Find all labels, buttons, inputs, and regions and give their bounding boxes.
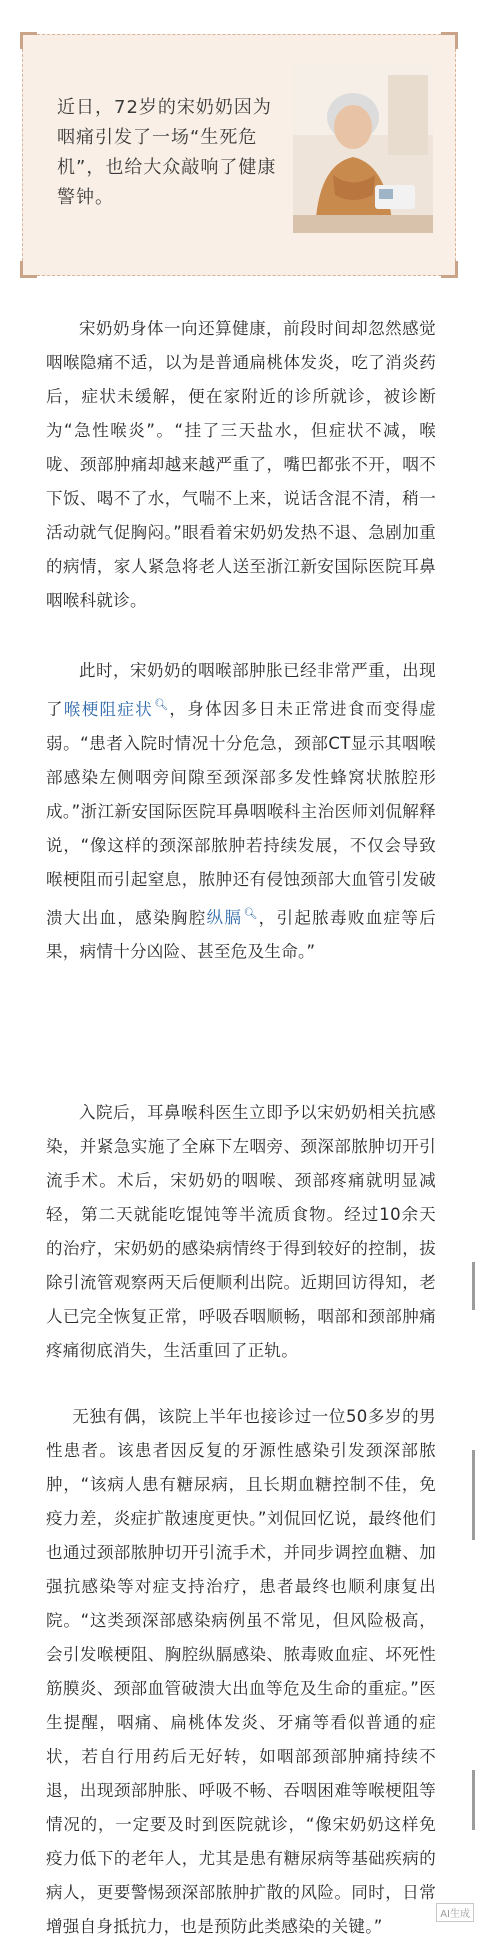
frame-corner [441,261,458,278]
keyword-link-laryngeal-obstruction[interactable] [64,700,170,719]
search-magnifier-icon: 🔍︎ [154,698,170,711]
paragraph-1: 宋奶奶身体一向还算健康，前段时间却忽然感觉咽喉隐痛不适，以为是普通扁桃体发炎，吃了消炎药后，症状未缓解，便在家附近的诊所就诊，被诊断为“急性喉炎”。“挂了三天盐水，但症状不减，喉咙、颈部肿痛却越来越严重了，嘴巴都张不开，咽不下饭、喝不了水，气喘不上来，说话含混不清，稍一活动就气促胸闷。”眼看着宋奶奶发热不退、急剧加重的病情，家人紧急将老人送至浙江新安国际医院耳鼻咽喉科就诊。 [46,319,436,610]
keyword-link-mediastinum[interactable] [207,908,259,927]
intro-box [22,34,456,276]
intro-text: 近日，72岁的宋奶奶因为咽痛引发了一场“生死危机”，也给大众敲响了健康警钟。 [57,97,277,208]
watermark: AI生成 [436,1903,474,1922]
frame-corner [20,32,37,49]
paragraph-2 [46,654,436,969]
elderly-woman-photo [293,65,433,233]
scroll-indicator [472,1770,475,1830]
search-magnifier-icon: 🔍︎ [243,906,259,920]
scroll-indicator [472,1262,475,1310]
frame-corner [441,32,458,49]
paragraph-2-part-b: ，身体因多日未正常进食而变得虚弱。“患者入院时情况十分危急，颈部CT显示其咽喉部感染左侧咽旁间隙至颈深部多发性蜂窝状脓腔形成。”浙江新安国际医院耳鼻咽喉科主治医师刘侃解释说，“像这样的颈深部脓肿若持续发展，不仅会导致喉梗阻而引起窒息，脓肿还有侵蚀颈部大血管引发破溃大出血，感染胸腔 [46,699,437,927]
scroll-indicator [472,1450,475,1540]
paragraph-2-part-c: ，引起脓毒败血症等后果，病情十分凶险、甚至危及生命。” [46,908,437,961]
keyword-link-label: 纵膈 [206,908,243,927]
keyword-link-label: 喉梗阻症状 [63,699,154,719]
paragraph-2-part-a: 此时，宋奶奶的咽喉部肿胀已经非常严重，出现了 [46,661,436,719]
paragraph-3: 入院后，耳鼻喉科医生立即予以宋奶奶相关抗感染，并紧急实施了全麻下左咽旁、颈深部脓肿切开引流手术。术后，宋奶奶的咽喉、颈部疼痛就明显减轻，第二天就能吃馄饨等半流质食物。经过10余天的治疗，宋奶奶的感染病情终于得到较好的控制，拔除引流管观察两天后便顺利出院。近期回访得知，老人已完全恢复正常，呼吸吞咽顺畅，咽部和颈部肿痛疼痛彻底消失，生活重回了正轨。 [46,1103,436,1360]
frame-corner [20,261,37,278]
paragraph-4: 无独有偶，该院上半年也接诊过一位50多岁的男性患者。该患者因反复的牙源性感染引发颈深部脓肿，“该病人患有糖尿病，且长期血糖控制不佳，免疫力差，炎症扩散速度更快。”刘侃回忆说，最终他们也通过颈部脓肿切开引流手术，并同步调控血糖、加强抗感染等对症支持治疗，患者最终也顺利康复出院。“这类颈深部感染病例虽不常见，但风险极高，会引发喉梗阻、胸腔纵膈感染、脓毒败血症、坏死性筋膜炎、颈部血管破溃大出血等危及生命的重症。”医生提醒，咽痛、扁桃体发炎、牙痛等看似普通的症状，若自行用药后无好转，如咽部颈部肿痛持续不退，出现颈部肿胀、呼吸不畅、吞咽困难等喉梗阻等情况的，一定要及时到医院就诊，“像宋奶奶这样免疫力低下的老年人，尤其是患有糖尿病等基础疾病的病人，更要警惕颈深部脓肿扩散的风险。同时，日常增强自身抵抗力，也是预防此类感染的关键。” [46,1407,436,1936]
